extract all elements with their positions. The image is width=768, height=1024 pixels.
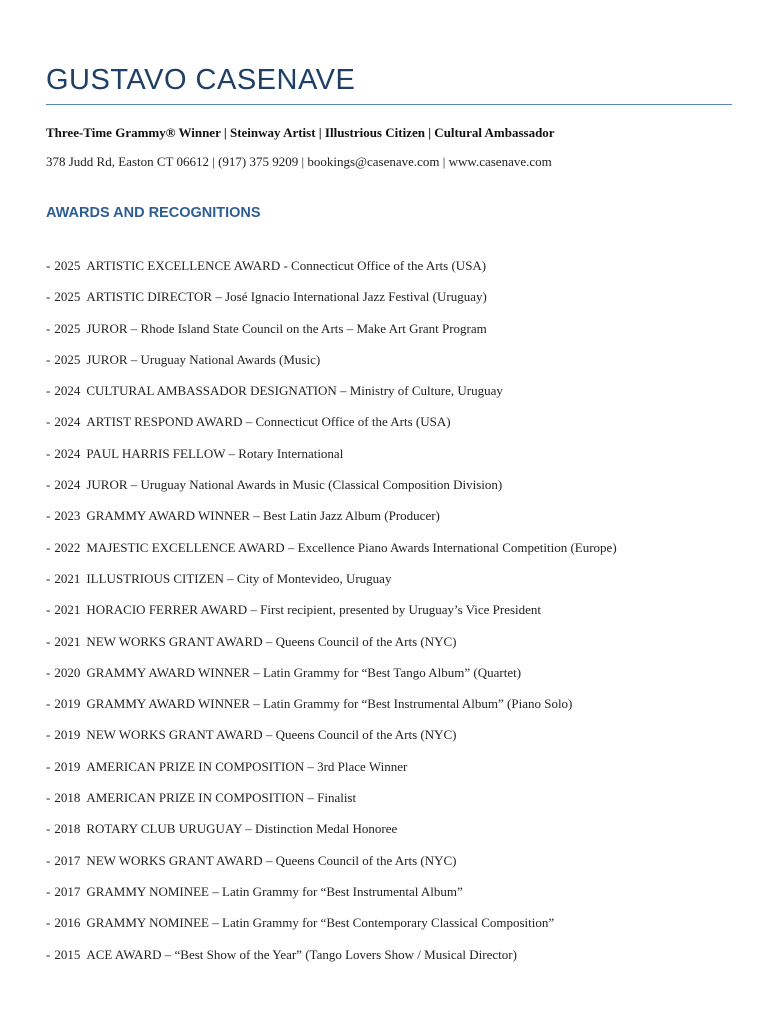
header-divider: [46, 104, 732, 105]
award-year: 2018: [54, 821, 81, 837]
award-text: AMERICAN PRIZE IN COMPOSITION – 3rd Place Winner: [86, 758, 408, 774]
tagline: Three-Time Grammy® Winner | Steinway Artist | Illustrious Citizen | Cultural Ambassador: [46, 125, 555, 140]
award-text: JUROR – Rhode Island State Council on the Arts – Make Art Grant Program: [86, 320, 487, 336]
award-year: 2019: [54, 758, 81, 774]
award-item: - 2025 ARTISTIC EXCELLENCE AWARD - Connecticut Office of the Arts (USA): [46, 258, 487, 273]
award-item: - 2020 GRAMMY AWARD WINNER – Latin Grammy for “Best Tango Album” (Quartet): [46, 664, 522, 680]
award-year: 2025: [54, 258, 81, 273]
award-item: - 2017 GRAMMY NOMINEE – Latin Grammy for “Best Instrumental Album”: [46, 883, 463, 899]
award-text: NEW WORKS GRANT AWARD – Queens Council of the Arts (NYC): [86, 852, 457, 868]
award-item: - 2017 NEW WORKS GRANT AWARD – Queens Council of the Arts (NYC): [46, 852, 457, 868]
award-text: MAJESTIC EXCELLENCE AWARD – Excellence Piano Awards International Competition (Europe): [86, 539, 617, 555]
award-year: 2021: [54, 570, 81, 586]
award-year: 2019: [54, 727, 81, 743]
award-year: 2020: [54, 664, 81, 680]
award-item: - 2015 ACE AWARD – “Best Show of the Year” (Tango Lovers Show / Musical Director): [46, 946, 517, 962]
award-year: 2024: [54, 477, 81, 493]
award-item: - 2018 ROTARY CLUB URUGUAY – Distinction Medal Honoree: [46, 821, 398, 837]
award-item: - 2019 GRAMMY AWARD WINNER – Latin Grammy for “Best Instrumental Album” (Piano Solo): [46, 696, 573, 712]
award-text: NEW WORKS GRANT AWARD – Queens Council of the Arts (NYC): [86, 633, 457, 649]
award-year: 2025: [54, 351, 81, 367]
award-item: - 2022 MAJESTIC EXCELLENCE AWARD – Excellence Piano Awards International Competition (Europe): [46, 539, 617, 555]
award-text: ROTARY CLUB URUGUAY – Distinction Medal Honoree: [86, 821, 398, 837]
award-text: GRAMMY AWARD WINNER – Latin Grammy for “Best Tango Album” (Quartet): [86, 664, 522, 680]
award-year: 2021: [54, 633, 81, 649]
awards-list: [46, 256, 617, 976]
award-text: ILLUSTRIOUS CITIZEN – City of Montevideo, Uruguay: [86, 570, 392, 586]
award-year: 2024: [54, 445, 81, 461]
award-text: GRAMMY NOMINEE – Latin Grammy for “Best Contemporary Classical Composition”: [86, 915, 555, 931]
award-year: 2015: [54, 946, 81, 962]
award-text: NEW WORKS GRANT AWARD – Queens Council of the Arts (NYC): [86, 727, 457, 743]
award-year: 2019: [54, 696, 81, 712]
award-item: - 2024 ARTIST RESPOND AWARD – Connecticut Office of the Arts (USA): [46, 414, 451, 430]
award-year: 2025: [54, 320, 81, 336]
award-item: - 2019 NEW WORKS GRANT AWARD – Queens Council of the Arts (NYC): [46, 727, 457, 743]
contact-info: 378 Judd Rd, Easton CT 06612 | (917) 375 9209 | bookings@casenave.com | www.casenave.com: [46, 154, 552, 169]
award-text: GRAMMY AWARD WINNER – Best Latin Jazz Album (Producer): [86, 508, 440, 524]
award-text: ARTISTIC DIRECTOR – José Ignacio International Jazz Festival (Uruguay): [86, 289, 487, 305]
award-year: 2016: [54, 915, 81, 931]
award-text: HORACIO FERRER AWARD – First recipient, presented by Uruguay’s Vice President: [86, 602, 542, 618]
award-year: 2018: [54, 790, 81, 806]
award-year: 2017: [54, 852, 81, 868]
award-year: 2024: [54, 414, 81, 430]
award-item: - 2024 CULTURAL AMBASSADOR DESIGNATION – Ministry of Culture, Uruguay: [46, 383, 503, 399]
award-item: - 2025 ARTISTIC DIRECTOR – José Ignacio International Jazz Festival (Uruguay): [46, 289, 487, 305]
award-year: 2023: [54, 508, 81, 524]
award-year: 2017: [54, 883, 81, 899]
award-text: ARTISTIC EXCELLENCE AWARD - Connecticut Office of the Arts (USA): [86, 258, 487, 273]
award-text: ACE AWARD – “Best Show of the Year” (Tango Lovers Show / Musical Director): [86, 946, 517, 962]
award-text: GRAMMY AWARD WINNER – Latin Grammy for “Best Instrumental Album” (Piano Solo): [86, 696, 573, 712]
award-item: - 2018 AMERICAN PRIZE IN COMPOSITION – Finalist: [46, 790, 357, 806]
award-item: - 2023 GRAMMY AWARD WINNER – Best Latin Jazz Album (Producer): [46, 508, 440, 524]
award-year: 2025: [54, 289, 81, 305]
award-item: - 2025 JUROR – Rhode Island State Council on the Arts – Make Art Grant Program: [46, 320, 487, 336]
award-year: 2022: [54, 539, 81, 555]
section-heading-awards: AWARDS AND RECOGNITIONS: [46, 205, 261, 221]
page-title: GUSTAVO CASENAVE: [46, 64, 356, 96]
award-text: GRAMMY NOMINEE – Latin Grammy for “Best Instrumental Album”: [86, 883, 463, 899]
award-item: - 2025 JUROR – Uruguay National Awards (Music): [46, 351, 321, 367]
award-text: AMERICAN PRIZE IN COMPOSITION – Finalist: [86, 790, 357, 806]
award-item: - 2021 ILLUSTRIOUS CITIZEN – City of Montevideo, Uruguay: [46, 570, 392, 586]
award-text: CULTURAL AMBASSADOR DESIGNATION – Ministry of Culture, Uruguay: [86, 383, 503, 399]
award-text: JUROR – Uruguay National Awards (Music): [86, 351, 321, 367]
award-item: - 2021 NEW WORKS GRANT AWARD – Queens Council of the Arts (NYC): [46, 633, 457, 649]
award-text: PAUL HARRIS FELLOW – Rotary International: [86, 445, 344, 461]
award-item: - 2019 AMERICAN PRIZE IN COMPOSITION – 3rd Place Winner: [46, 758, 408, 774]
award-item: - 2016 GRAMMY NOMINEE – Latin Grammy for “Best Contemporary Classical Composition”: [46, 915, 555, 931]
award-year: 2024: [54, 383, 81, 399]
award-text: JUROR – Uruguay National Awards in Music (Classical Composition Division): [86, 477, 503, 493]
award-item: - 2024 JUROR – Uruguay National Awards in Music (Classical Composition Division): [46, 477, 503, 493]
award-item: - 2024 PAUL HARRIS FELLOW – Rotary International: [46, 445, 344, 461]
award-year: 2021: [54, 602, 81, 618]
award-text: ARTIST RESPOND AWARD – Connecticut Office of the Arts (USA): [86, 414, 451, 430]
award-item: - 2021 HORACIO FERRER AWARD – First recipient, presented by Uruguay’s Vice President: [46, 602, 542, 618]
